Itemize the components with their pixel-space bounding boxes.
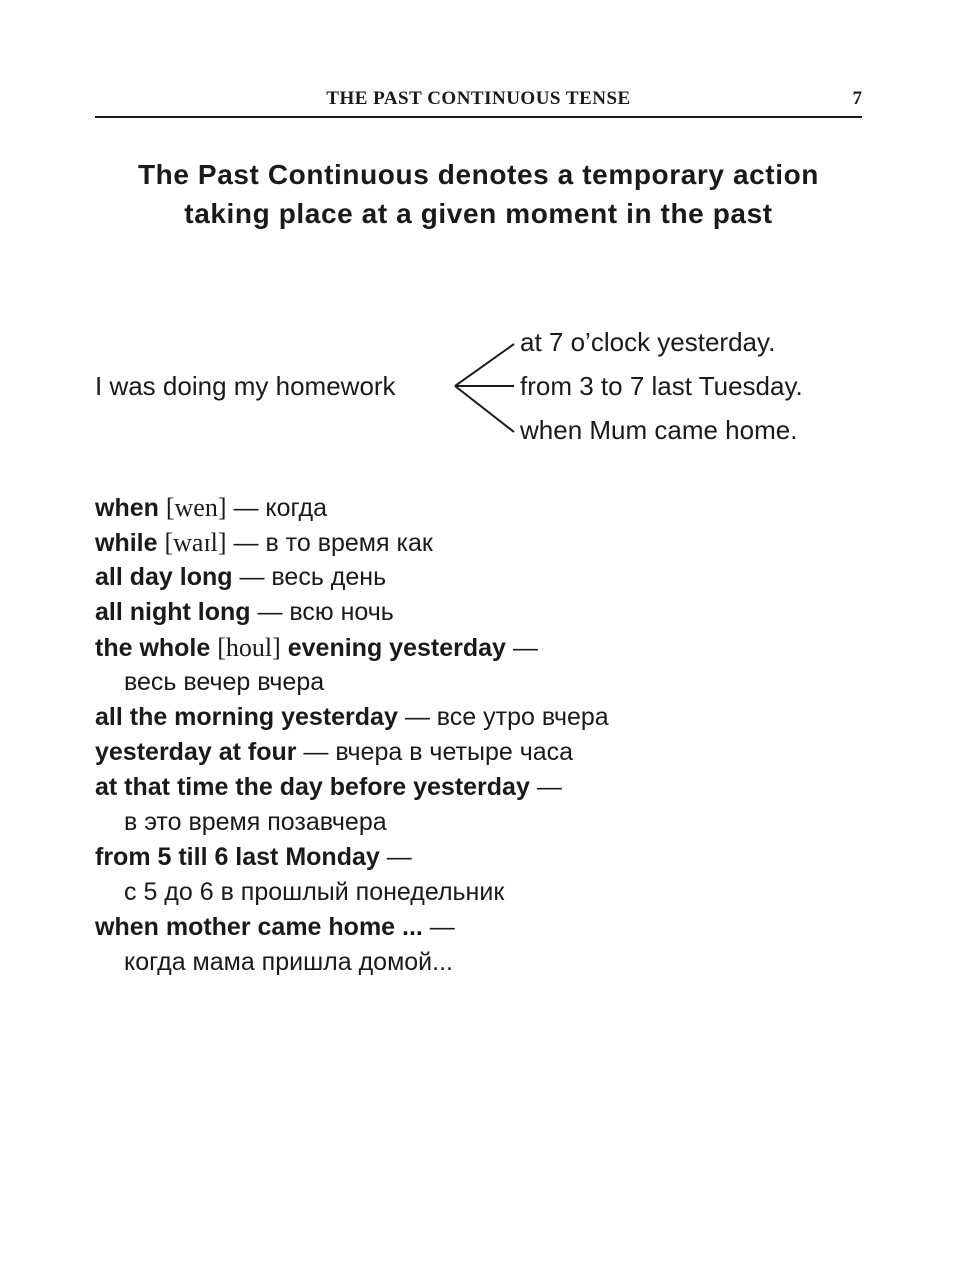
vocab-translation: — когда [226,494,328,522]
vocab-transcription: [waɪl] [164,528,227,557]
vocab-term: when [95,494,159,522]
vocab-term: yesterday at four [95,738,297,766]
vocabulary-list [95,490,875,980]
vocab-translation: в это время позавчера [124,808,387,836]
vocab-term: while [95,529,158,557]
fork-line-upper [455,344,514,386]
diagram-branch-2: from 3 to 7 last Tuesday. [520,371,803,401]
vocab-translation-line [95,805,875,840]
vocab-term: from 5 till 6 last Monday [95,843,380,871]
vocab-transcription: [houl] [217,633,281,662]
vocab-translation-line [95,945,875,980]
vocab-translation: — весь день [232,563,387,591]
vocab-term: all day long [95,563,233,591]
vocab-dash: — [422,913,455,941]
vocab-translation: — в то время как [226,529,433,557]
heading-line-1: The Past Continuous denotes a temporary action [137,159,820,190]
vocab-translation: — вчера в четыре часа [296,738,574,766]
vocab-translation: — всю ночь [250,598,394,626]
vocab-term: all the morning yesterday [95,703,398,731]
vocab-term: all night long [95,598,251,626]
diagram-branch-3: when Mum came home. [520,415,798,445]
vocab-entry [95,735,875,770]
heading-line-2: taking place at a given moment in the past [184,198,773,229]
vocab-entry [95,490,875,525]
vocab-dash: — [379,843,412,871]
vocab-translation: когда мама пришла домой... [124,948,453,976]
diagram-branch-1: at 7 o’clock yesterday. [520,327,776,357]
vocab-entry [95,630,875,665]
vocab-term: evening yesterday [287,634,506,662]
vocab-entry [95,910,875,945]
vocab-translation: весь вечер вчера [124,668,325,696]
vocab-translation-line [95,665,875,700]
vocab-dash: — [505,634,538,662]
vocab-entry [95,770,875,805]
vocab-entry [95,595,875,630]
vocab-transcription: [wen] [165,493,227,522]
vocab-translation-line [95,875,875,910]
vocab-translation: с 5 до 6 в прошлый понедельник [124,878,505,906]
fork-line-lower [455,386,514,432]
vocab-term: the whole [95,634,211,662]
vocab-entry [95,840,875,875]
vocab-entry [95,700,875,735]
vocab-dash: — [529,773,562,801]
vocab-translation: — все утро вчера [397,703,609,731]
diagram-stem: I was doing my homework [95,371,396,401]
vocab-term: when mother came home ... [95,913,423,941]
vocab-entry [95,560,875,595]
vocab-term: at that time the day before yesterday [95,773,530,801]
running-title: THE PAST CONTINUOUS TENSE [326,88,631,109]
page-number: 7 [852,88,862,109]
vocab-entry [95,525,875,560]
